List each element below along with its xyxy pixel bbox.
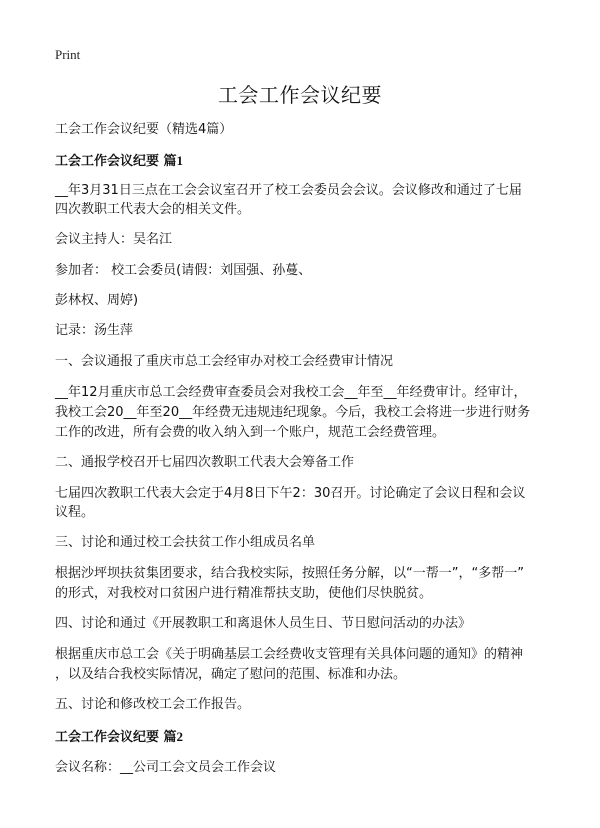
section-heading-1-text: 工会工作会议纪要 [55, 154, 164, 169]
paragraph-line: 七届四次教职工代表大会定于4月8日下午2：30召开。讨论确定了会议日程和会议 [55, 486, 526, 501]
section-heading-2-text: 工会工作会议纪要 [55, 730, 164, 745]
section-heading-2-number: 篇2 [163, 729, 184, 744]
agenda-item-1: 一、会议通报了重庆市总工会经审办对校工会经费审计情况 [55, 354, 394, 369]
paragraph-line: 工作的改进，所有会费的收入纳入到一个账户，规范工会经费管理。 [55, 425, 446, 440]
document-subtitle: 工会工作会议纪要（精选4篇） [55, 122, 233, 137]
paragraph-line: 的形式，对我校对口贫困户进行精准帮扶支助，使他们尽快脱贫。 [55, 586, 433, 601]
section-heading-1-number: 篇1 [163, 153, 184, 168]
section-heading-1 [55, 151, 555, 172]
print-link[interactable]: Print [55, 47, 81, 62]
paragraph-line: 根据沙坪坝扶贫集团要求，结合我校实际，按照任务分解，以“一帮一”，“多帮一” [55, 566, 524, 581]
paragraph-line: 四次教职工代表大会的相关文件。 [55, 202, 251, 217]
recorder-line: 记录：汤生萍 [55, 323, 134, 338]
document-title: 工会工作会议纪要 [218, 83, 382, 107]
agenda-item-5: 五、讨论和修改校工会工作报告。 [55, 697, 251, 712]
section-heading-2 [55, 727, 555, 748]
paragraph-line: 根据重庆市总工会《关于明确基层工会经费收支管理有关具体问题的通知》的精神 [55, 647, 524, 662]
agenda-item-2: 二、通报学校召开七届四次教职工代表大会筹备工作 [55, 455, 355, 470]
agenda-item-4: 四、讨论和通过《开展教职工和离退休人员生日、节日慰问活动的办法》 [55, 616, 472, 631]
paragraph-line: 我校工会20__年至20__年经费无违规违纪现象。今后，我校工会将进一步进行财务 [55, 405, 531, 420]
host-line: 会议主持人：吴名江 [55, 232, 173, 247]
attendees-line: 参加者： 校工会委员(请假：刘国强、孙蔓、 [55, 263, 312, 278]
agenda-item-3: 三、讨论和通过校工会扶贫工作小组成员名单 [55, 535, 316, 550]
attendees-line-cont: 彭林权、周婷) [55, 293, 139, 308]
paragraph-line: __年12月重庆市总工会经费审查委员会对我校工会__年至__年经费审计。经审计， [55, 385, 527, 400]
meeting-name-line: 会议名称：__公司工会文员会工作会议 [55, 760, 277, 775]
paragraph-line: ，以及结合我校实际情况，确定了慰问的范围、标准和办法。 [55, 667, 407, 682]
paragraph-line: __年3月31日三点在工会会议室召开了校工会委员会会议。会议修改和通过了七届 [55, 183, 522, 198]
paragraph-line: 议程。 [55, 505, 95, 520]
